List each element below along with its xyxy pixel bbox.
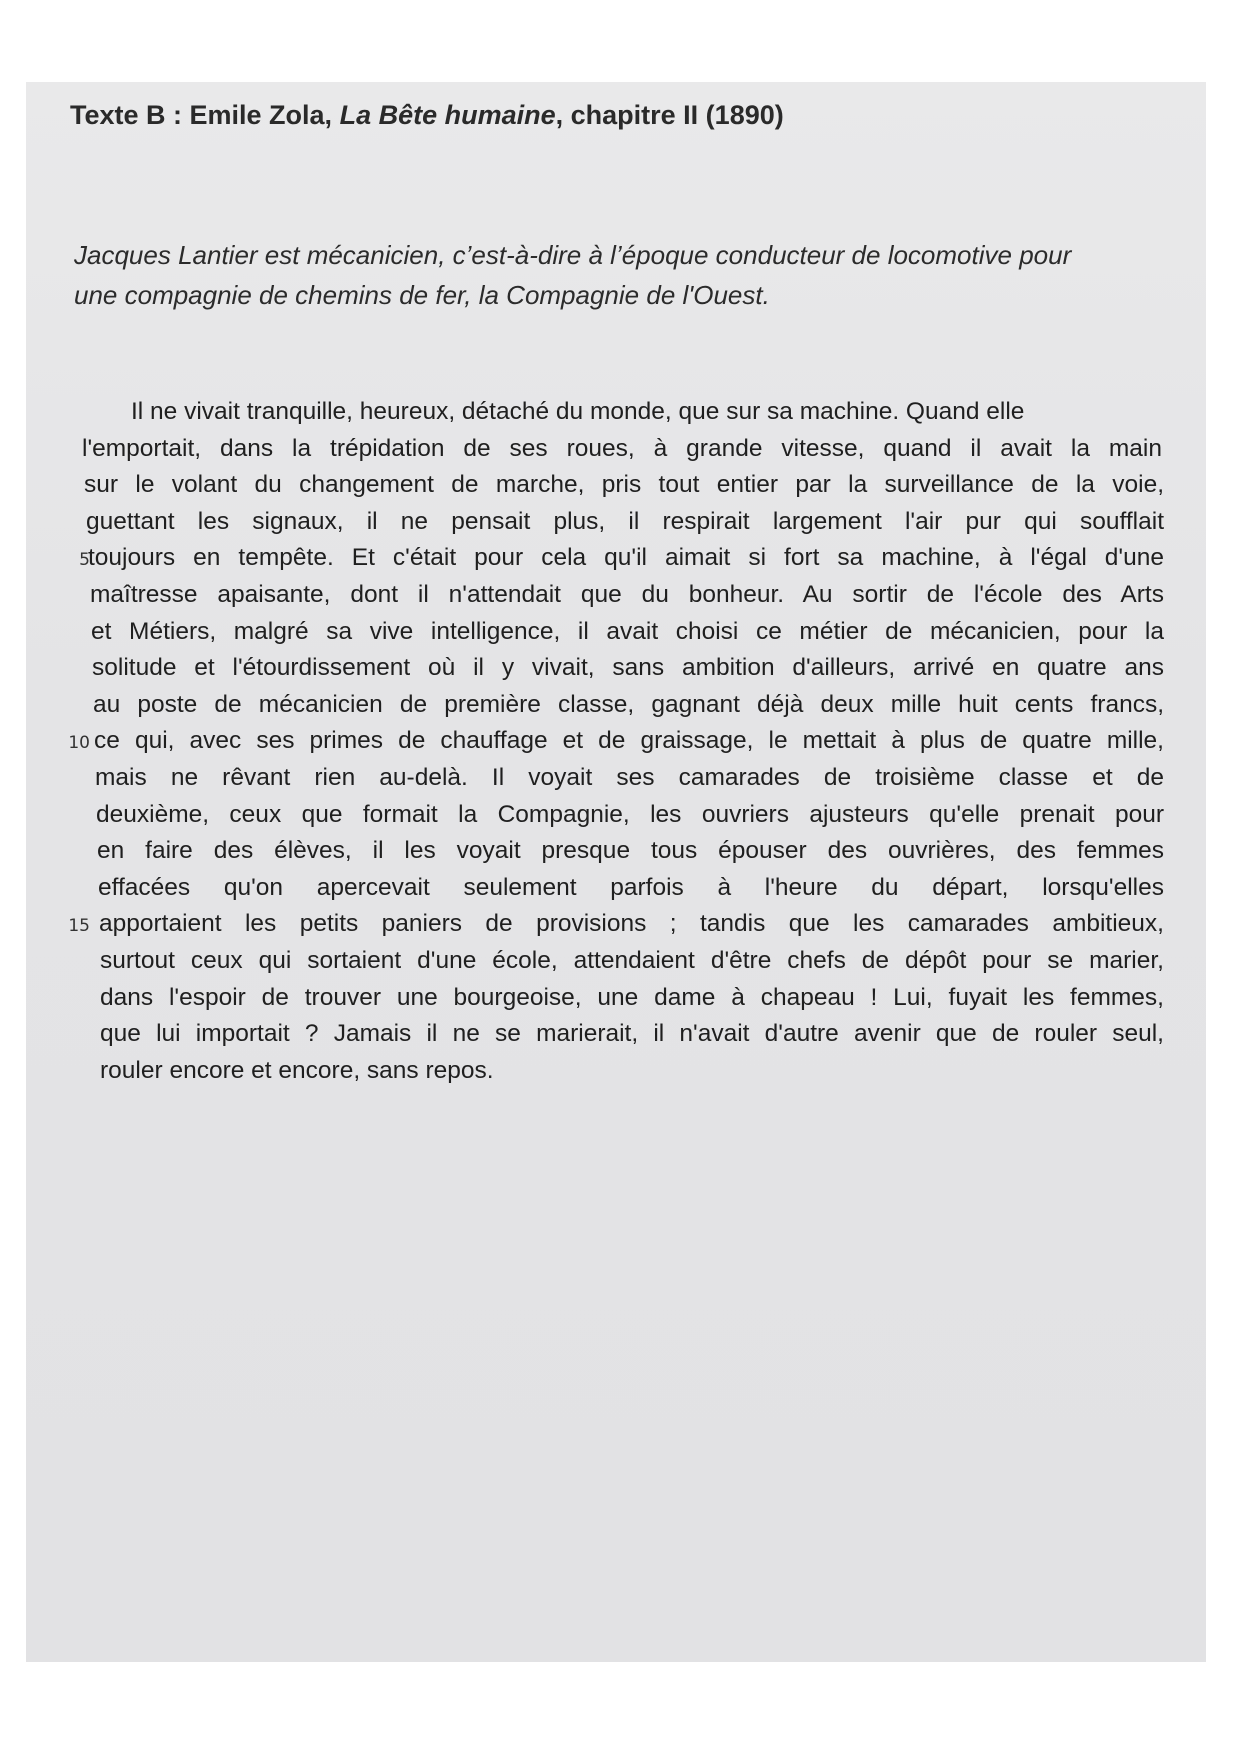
document-page <box>26 82 1206 1662</box>
passage-line <box>26 1016 1206 1053</box>
line-number: 5 <box>79 550 90 571</box>
passage-line <box>26 577 1206 614</box>
passage-line-text: au poste de mécanicien de première classe, gagnant déjà deux mille huit cents francs, <box>93 690 1164 718</box>
passage-text <box>26 394 1206 1089</box>
intro-line: une compagnie de chemins de fer, la Compagnie de l'Ouest. <box>74 280 770 310</box>
passage-line <box>26 906 1206 943</box>
passage-line <box>26 833 1206 870</box>
line-number: 15 <box>68 916 90 937</box>
title-work: La Bête humaine <box>339 100 556 130</box>
passage-line-text: mais ne rêvant rien au-delà. Il voyait ses camarades de troisième classe et de <box>95 763 1164 791</box>
passage-line-text: maîtresse apaisante, dont il n'attendait que du bonheur. Au sortir de l'école des Arts <box>90 580 1164 608</box>
intro-paragraph <box>74 235 1184 315</box>
passage-line <box>26 797 1206 834</box>
passage-line <box>26 687 1206 724</box>
passage-line <box>26 760 1206 797</box>
passage-line <box>26 980 1206 1017</box>
passage-line-text: guettant les signaux, il ne pensait plus, il respirait largement l'air pur qui soufflait <box>86 507 1164 535</box>
passage-line-text: Il ne vivait tranquille, heureux, détaché du monde, que sur sa machine. Quand elle <box>131 398 1025 425</box>
passage-line-text: deuxième, ceux que formait la Compagnie, les ouvriers ajusteurs qu'elle prenait pour <box>96 800 1164 828</box>
passage-line <box>26 614 1206 651</box>
passage-line <box>26 540 1206 577</box>
passage-line-text: que lui importait ? Jamais il ne se marierait, il n'avait d'autre avenir que de rouler seul, <box>100 1020 1164 1048</box>
passage-line <box>26 1053 1206 1090</box>
passage-line <box>26 943 1206 980</box>
passage-line-text: et Métiers, malgré sa vive intelligence, il avait choisi ce métier de mécanicien, pour la <box>91 617 1164 645</box>
intro-line: Jacques Lantier est mécanicien, c’est-à-dire à l’époque conducteur de locomotive pour <box>74 240 1072 270</box>
passage-line <box>26 431 1206 468</box>
passage-line-text: en faire des élèves, il les voyait presque tous épouser des ouvrières, des femmes <box>97 837 1164 865</box>
passage-line <box>26 394 1206 431</box>
passage-line-text: surtout ceux qui sortaient d'une école, attendaient d'être chefs de dépôt pour se marier, <box>100 946 1164 974</box>
passage-line-text: effacées qu'on apercevait seulement parfois à l'heure du départ, lorsqu'elles <box>98 873 1164 901</box>
passage-line-text: toujours en tempête. Et c'était pour cela qu'il aimait si fort sa machine, à l'égal d'une <box>88 544 1164 572</box>
document-title <box>70 100 784 131</box>
title-suffix: , chapitre II (1890) <box>555 100 784 130</box>
passage-line <box>26 650 1206 687</box>
passage-line-text: solitude et l'étourdissement où il y vivait, sans ambition d'ailleurs, arrivé en quatre ans <box>92 654 1164 682</box>
passage-line-text: dans l'espoir de trouver une bourgeoise, une dame à chapeau ! Lui, fuyait les femmes, <box>100 983 1164 1011</box>
passage-line <box>26 870 1206 907</box>
passage-line-text: apportaient les petits paniers de provisions ; tandis que les camarades ambitieux, <box>99 910 1164 938</box>
line-number: 10 <box>68 733 90 754</box>
passage-line <box>26 723 1206 760</box>
passage-line <box>26 467 1206 504</box>
passage-line-text: ce qui, avec ses primes de chauffage et de graissage, le mettait à plus de quatre mille, <box>94 727 1164 755</box>
passage-line-text: l'emportait, dans la trépidation de ses roues, à grande vitesse, quand il avait la main <box>82 434 1162 462</box>
passage-line-text: rouler encore et encore, sans repos. <box>100 1056 494 1084</box>
passage-line-text: sur le volant du changement de marche, pris tout entier par la surveillance de la voie, <box>84 471 1164 499</box>
title-prefix: Texte B : Emile Zola, <box>70 100 340 130</box>
passage-line <box>26 504 1206 541</box>
